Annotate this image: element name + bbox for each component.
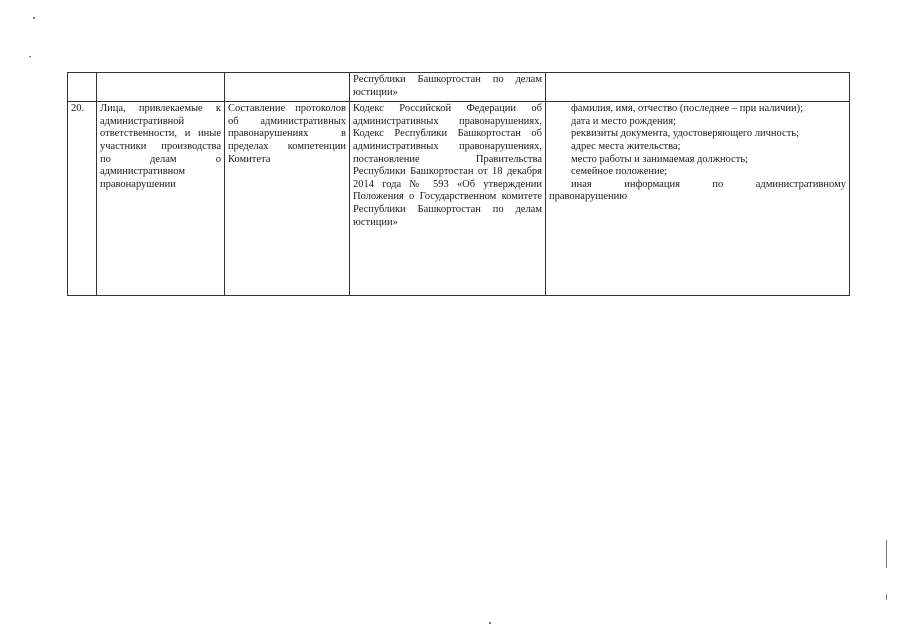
- data-table: [67, 72, 850, 296]
- scan-mark: [886, 594, 887, 600]
- data-list-item: адрес места жительства;: [571, 140, 681, 152]
- data-list-cell: [546, 73, 850, 102]
- purpose-cell: [225, 73, 350, 102]
- scan-mark: [29, 56, 31, 57]
- data-list-cell: [546, 102, 850, 296]
- data-list-item: правонарушению: [549, 191, 628, 203]
- data-list-item: семейное положение;: [571, 166, 668, 178]
- persons-cell: [97, 73, 225, 102]
- data-list-item: фамилия, имя, отчество (последнее – при наличии);: [571, 103, 804, 115]
- row-number-cell: [68, 73, 97, 102]
- table-row: [68, 102, 850, 296]
- scan-mark: [33, 17, 35, 19]
- data-list-item: реквизиты документа, удостоверяющего личность;: [571, 128, 800, 140]
- row-number-cell: 20.: [68, 102, 97, 296]
- purpose-cell: Составление протоколов об административных правонарушениях в пределах компетенции Комитета: [225, 102, 350, 296]
- scan-mark: [489, 622, 491, 624]
- data-list-item: иная информация по административному: [571, 178, 846, 190]
- persons-cell: Лица, привлекаемые к административной ответственности, и иные участники производства по делам о административном правонарушении: [97, 102, 225, 296]
- scan-mark: [886, 540, 887, 568]
- legal-basis-cell: Республики Башкортостан по делам юстиции»: [350, 73, 546, 102]
- data-list-item: место работы и занимаемая должность;: [571, 153, 749, 165]
- table-row: [68, 73, 850, 102]
- data-list-item: дата и место рождения;: [571, 115, 677, 127]
- legal-basis-cell: Кодекс Российской Федерации об административных правонарушениях, Кодекс Республики Башкортостан об административных правонарушениях, постановление Правительства Республики Башкортостан от 18 декабря 2014 года № 593 «Об утверждении Положения о Государственном комитете Республики Башкортостан по делам юстиции»: [350, 102, 546, 296]
